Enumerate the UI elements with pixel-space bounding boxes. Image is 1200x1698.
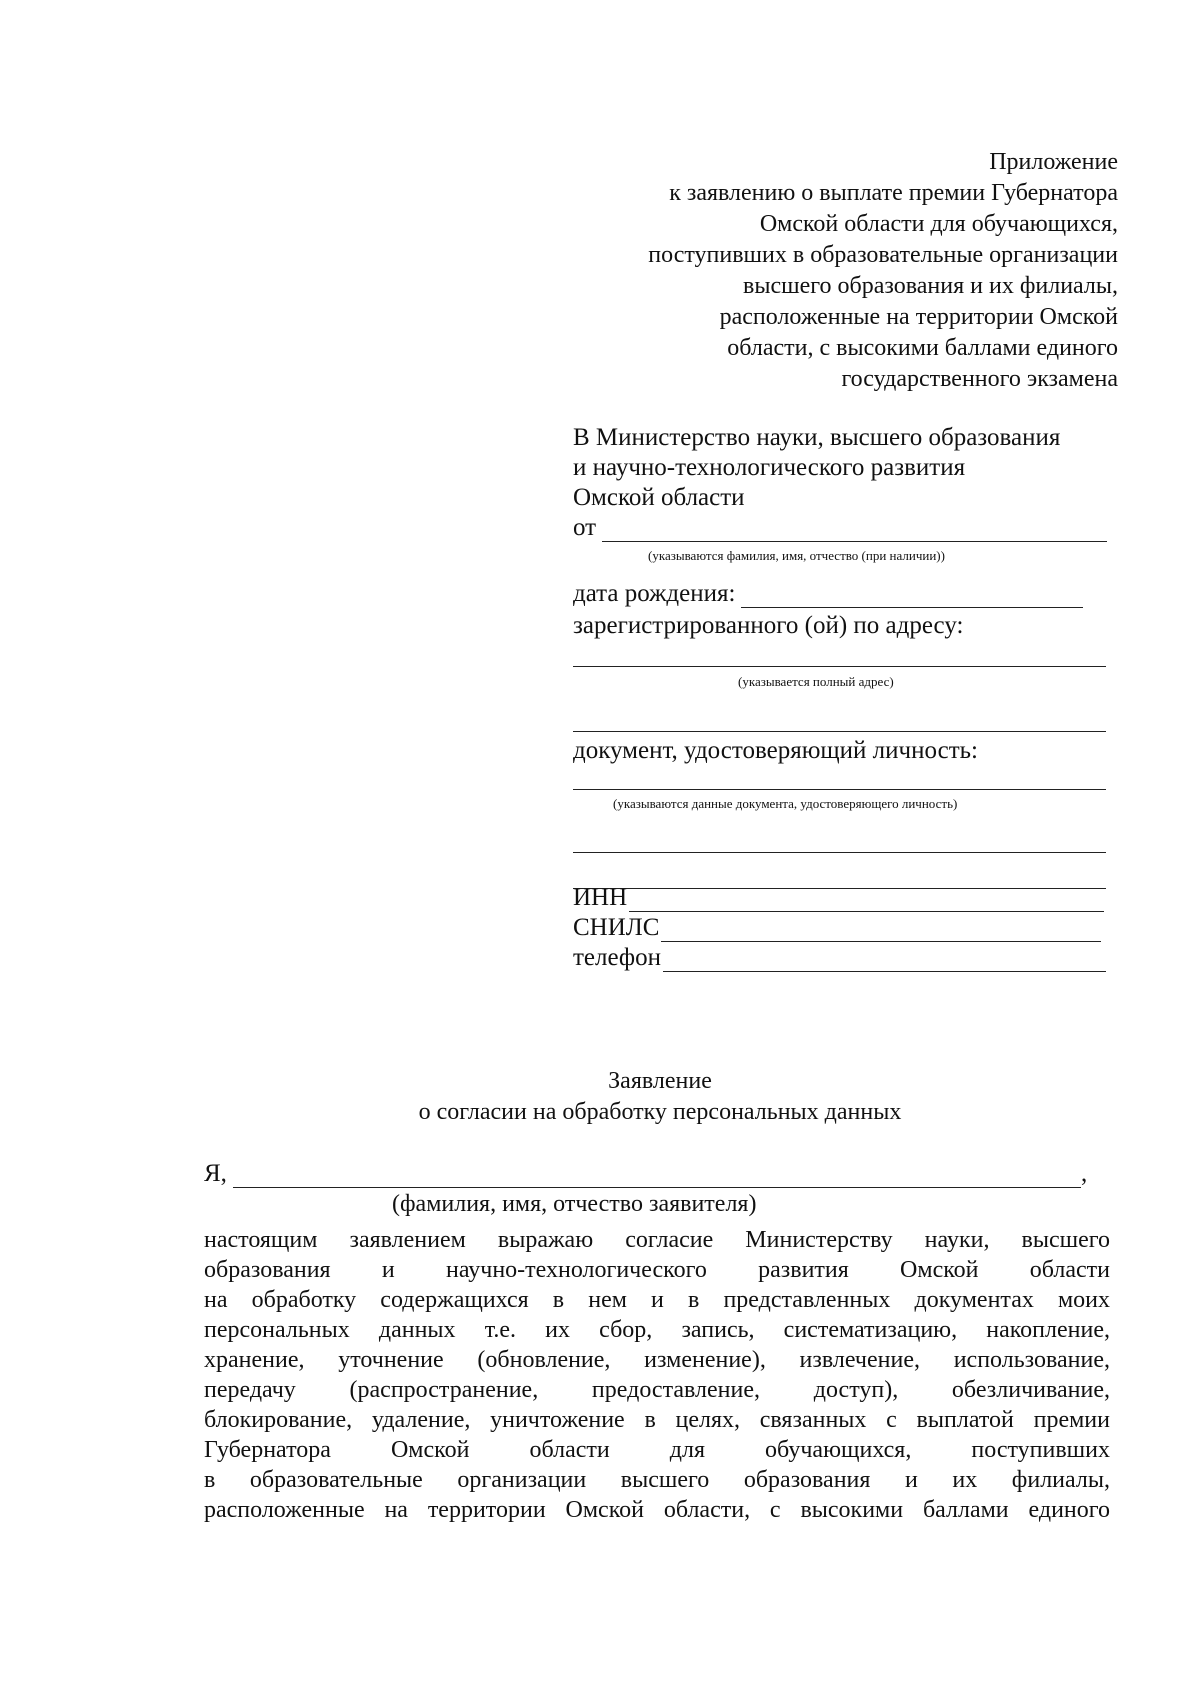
body-line: персональных данных т.е. их сбор, запись, систематизацию, накопление,	[204, 1317, 1110, 1343]
appendix-line: поступивших в образовательные организации	[648, 242, 1118, 268]
consent-body	[204, 1225, 1110, 1525]
body-line: хранение, уточнение (обновление, изменение), извлечение, использование,	[204, 1347, 1110, 1373]
statement-title: Заявление	[608, 1068, 712, 1094]
document-label: документ, удостоверяющий личность:	[573, 737, 978, 764]
applicant-name-caption: (фамилия, имя, отчество заявителя)	[392, 1191, 757, 1217]
document-field-line2[interactable]	[573, 852, 1106, 853]
body-line: образования и научно-технологического развития Омской области	[204, 1257, 1110, 1283]
address-field[interactable]	[573, 666, 1106, 667]
document-caption: (указываются данные документа, удостоверяющего личность)	[613, 796, 958, 811]
addressee-line: и научно-технологического развития	[573, 454, 966, 481]
appendix-line: к заявлению о выплате премии Губернатора	[669, 180, 1118, 206]
body-line: блокирование, удаление, уничтожение в целях, связанных с выплатой премии	[204, 1407, 1110, 1433]
registered-label: зарегистрированного (ой) по адресу:	[573, 612, 964, 639]
body-line: Губернатора Омской области для обучающихся, поступивших	[204, 1437, 1110, 1463]
appendix-line: расположенные на территории Омской	[719, 304, 1118, 330]
ya-comma: ,	[1080, 1160, 1088, 1187]
from-field[interactable]	[602, 519, 1107, 542]
ya-label: Я,	[204, 1160, 227, 1187]
body-line: в образовательные организации высшего образования и их филиалы,	[204, 1467, 1110, 1493]
phone-field[interactable]	[663, 949, 1106, 972]
address-field-line2[interactable]	[573, 731, 1106, 732]
addressee-line: Омской области	[573, 484, 745, 511]
inn-row	[573, 884, 1104, 912]
from-label: от	[573, 514, 597, 541]
phone-label: телефон	[573, 944, 661, 971]
birth-date-field[interactable]	[741, 585, 1083, 608]
applicant-name-row	[204, 1160, 1087, 1188]
applicant-name-field[interactable]	[233, 1165, 1081, 1188]
from-row	[573, 514, 1107, 542]
birth-date-label: дата рождения:	[573, 580, 736, 607]
statement-subtitle: о согласии на обработку персональных данных	[418, 1099, 902, 1125]
appendix-line: высшего образования и их филиалы,	[743, 273, 1118, 299]
appendix-line: Приложение	[989, 149, 1118, 175]
snils-row	[573, 914, 1101, 942]
appendix-line: Омской области для обучающихся,	[759, 211, 1118, 237]
phone-row	[573, 944, 1106, 972]
appendix-line: государственного экзамена	[841, 366, 1118, 392]
birth-date-row	[573, 580, 1083, 608]
body-line: на обработку содержащихся в нем и в представленных документах моих	[204, 1287, 1110, 1313]
snils-field[interactable]	[661, 919, 1101, 942]
appendix-header	[558, 147, 1118, 395]
addressee-line: В Министерство науки, высшего образования	[573, 424, 1061, 451]
body-line: настоящим заявлением выражаю согласие Министерству науки, высшего	[204, 1227, 1110, 1253]
body-line: расположенные на территории Омской области, с высокими баллами единого	[204, 1497, 1110, 1523]
appendix-line: области, с высокими баллами единого	[727, 335, 1118, 361]
snils-label: СНИЛС	[573, 914, 660, 941]
address-caption: (указывается полный адрес)	[738, 674, 894, 689]
body-line: передачу (распространение, предоставление, доступ), обезличивание,	[204, 1377, 1110, 1403]
inn-field[interactable]	[629, 889, 1104, 912]
from-caption: (указываются фамилия, имя, отчество (при наличии))	[648, 548, 945, 563]
inn-label: ИНН	[573, 884, 628, 911]
document-field[interactable]	[573, 789, 1106, 790]
